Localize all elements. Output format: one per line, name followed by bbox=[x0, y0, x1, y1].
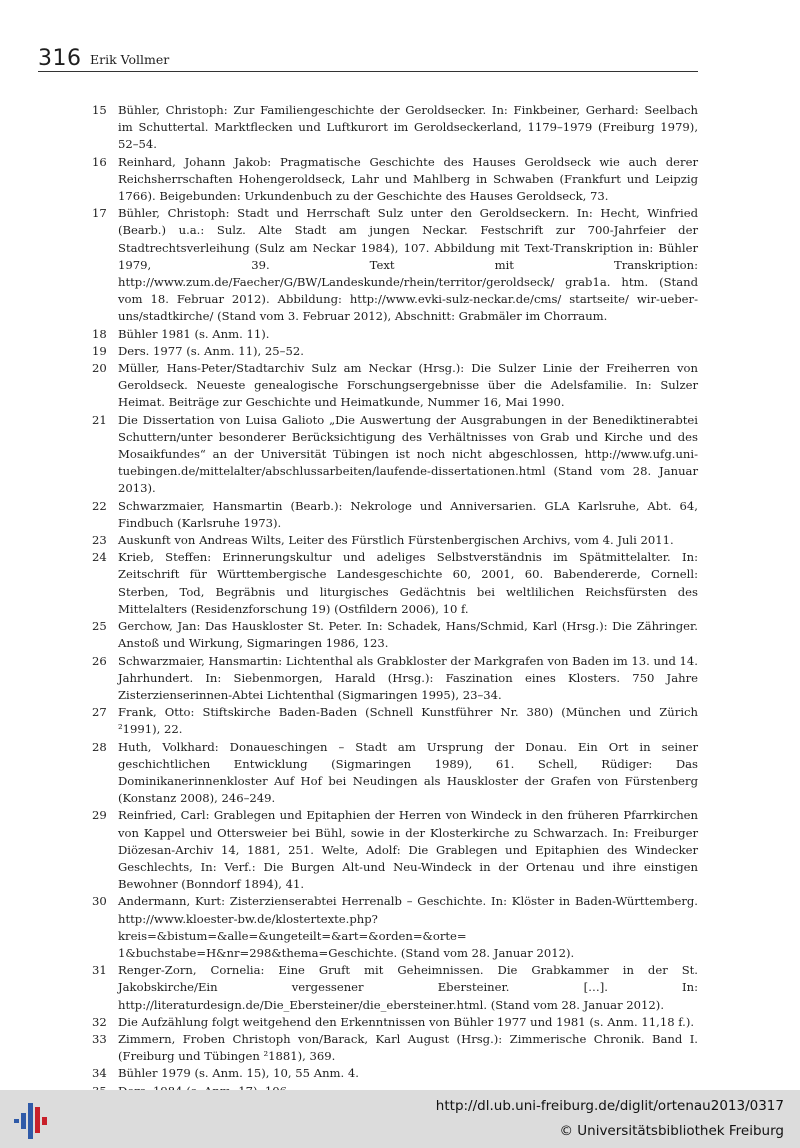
footnote-text: Bühler, Christoph: Stadt und Herrschaft Sulz unter den Geroldseckern. In: Hecht, Winfried (Bearb.) u.a.: Sulz. Alte Stadt am jungen Neckar. Festschrift zur 700-Jahrfeier der Stadtrechtsverleihung (Sulz am Neckar 1984), 107. Abbildung mit Text-Transkription in: Bühler 1979, 39. Text mit Transkription: http://www.zum.de/Faecher/G/BW/Landeskunde/rhein/territor/geroldseck/ grab1a. htm. (Stand vom 18. Februar 2012). Abbildung: http://www.evki-sulz-neckar.de/cms/ startseite/ wir-ueber-uns/stadtkirche/ (Stand vom 3. Februar 2012), Abschnitt: Grabmäler im Chorraum. bbox=[118, 206, 698, 324]
footnote-item bbox=[92, 326, 698, 343]
footnote-number: 18 bbox=[92, 326, 107, 341]
footnote-text: Die Aufzählung folgt weitgehend den Erkenntnissen von Bühler 1977 und 1981 (s. Anm. 11,18 f.). bbox=[118, 1014, 695, 1029]
copyright-text: © Universitätsbibliothek Freiburg bbox=[559, 1123, 784, 1139]
footnote-item bbox=[92, 1065, 698, 1082]
footnote-item bbox=[92, 549, 698, 618]
source-url-link[interactable]: http://dl.ub.uni-freiburg.de/diglit/ortenau2013/0317 bbox=[435, 1098, 784, 1114]
footnote-item bbox=[92, 102, 698, 154]
footnote-text: Gerchow, Jan: Das Hauskloster St. Peter. In: Schadek, Hans/Schmid, Karl (Hrsg.): Die Zähringer. Anstoß und Wirkung, Sigmaringen 1986, 123. bbox=[118, 619, 698, 651]
footnote-item bbox=[92, 618, 698, 652]
footnote-item bbox=[92, 412, 698, 498]
footnote-number: 31 bbox=[92, 963, 107, 978]
footnote-item bbox=[92, 962, 698, 1014]
footnote-text: Bühler 1979 (s. Anm. 15), 10, 55 Anm. 4. bbox=[118, 1066, 359, 1081]
footnote-text: Schwarzmaier, Hansmartin: Lichtenthal als Grabkloster der Markgrafen von Baden im 13. und 14. Jahrhundert. In: Siebenmorgen, Harald (Hrsg.): Faszination eines Klosters. 750 Jahre Zisterzienserinnen-Abtei Lichtenthal (Sigmaringen 1995), 23–34. bbox=[118, 653, 698, 702]
university-library-logo-icon bbox=[14, 1099, 54, 1141]
footnote-item bbox=[92, 205, 698, 325]
footnote-text: Schwarzmaier, Hansmartin (Bearb.): Nekrologe und Anniversarien. GLA Karlsruhe, Abt. 64, Findbuch (Karlsruhe 1973). bbox=[118, 498, 698, 530]
footnote-number: 17 bbox=[92, 206, 107, 221]
footnote-number: 28 bbox=[92, 739, 107, 754]
footnote-item bbox=[92, 1014, 698, 1031]
footnote-number: 25 bbox=[92, 619, 107, 634]
footnote-number: 22 bbox=[92, 498, 107, 513]
footnote-text: Huth, Volkhard: Donaueschingen – Stadt am Ursprung der Donau. Ein Ort in seiner geschichtlichen Entwicklung (Sigmaringen 1989), 61. Schell, Rüdiger: Das Dominikanerinnenkloster Auf Hof bei Neudingen als Hauskloster der Grafen von Fürstenberg (Konstanz 2008), 246–249. bbox=[118, 739, 698, 806]
footnote-number: 16 bbox=[92, 154, 107, 169]
footnotes-list bbox=[92, 102, 698, 1100]
footnote-item bbox=[92, 532, 698, 549]
footnote-number: 32 bbox=[92, 1014, 107, 1029]
footnote-item bbox=[92, 807, 698, 893]
footnote-text: Krieb, Steffen: Erinnerungskultur und adeliges Selbstverständnis im Spätmittelalter. In: Zeitschrift für Württembergische Landesgeschichte 60, 2001, 60. Babendererde, Cornell: Sterben, Tod, Begräbnis und liturgisches Gedächtnis bei weltlilichen Reichsfürsten des Mittelalters (Residenzforschung 19) (Ostfildern 2006), 10 f. bbox=[118, 550, 698, 616]
footnote-item bbox=[92, 360, 698, 412]
footnote-text: Müller, Hans-Peter/Stadtarchiv Sulz am Neckar (Hrsg.): Die Sulzer Linie der Freiherren von Geroldseck. Neueste genealogische Forschungsergebnisse über die Adelsfamilie. In: Sulzer Heimat. Beiträge zur Geschichte und Heimatkunde, Nummer 16, Mai 1990. bbox=[118, 361, 698, 410]
footnote-text: Zimmern, Froben Christoph von/Barack, Karl August (Hrsg.): Zimmerische Chronik. Band I. (Freiburg und Tübingen ²1881), 369. bbox=[118, 1031, 698, 1064]
footnote-text: Bühler, Christoph: Zur Familiengeschichte der Geroldsecker. In: Finkbeiner, Gerhard: Seelbach im Schuttertal. Marktflecken und Luftkurort im Geroldseckerland, 1179–1979 (Freiburg 1979), 52–54. bbox=[118, 103, 698, 152]
footer-bar bbox=[0, 1090, 800, 1148]
footnote-number: 23 bbox=[92, 533, 107, 548]
footnote-number: 34 bbox=[92, 1066, 107, 1081]
footnote-item bbox=[92, 498, 698, 532]
footnote-text: Auskunft von Andreas Wilts, Leiter des Fürstlich Fürstenbergischen Archivs, vom 4. Juli 2011. bbox=[118, 533, 674, 548]
footnote-text: Ders. 1977 (s. Anm. 11), 25–52. bbox=[118, 343, 304, 358]
footnote-number: 19 bbox=[92, 343, 107, 358]
footnote-item bbox=[92, 739, 698, 808]
footnote-number: 20 bbox=[92, 361, 107, 376]
footnote-text: Renger-Zorn, Cornelia: Eine Gruft mit Geheimnissen. Die Grabkammer in der St. Jakobskirche/Ein vergessener Ebersteiner. […]. In: http://literaturdesign.de/Die_Ebersteiner/die_ebersteiner.html. (Stand vom 28. Januar 2012). bbox=[118, 963, 698, 1012]
footnote-text: Die Dissertation von Luisa Galioto „Die Auswertung der Ausgrabungen in der Benediktinerabtei Schuttern/unter besonderer Berücksichtigung des Verhältnisses von Grab und Kirche und des Mosaikfundes“ an der Universität Tübingen ist noch nicht abgeschlossen, http://www.ufg.uni-tuebingen.de/mittelalter/abschlussarbeiten/laufende-dissertationen.html (Stand vom 28. Januar 2013). bbox=[118, 412, 698, 496]
page-header bbox=[38, 46, 698, 72]
footnote-text: Reinfried, Carl: Grablegen und Epitaphien der Herren von Windeck in den früheren Pfarrkirchen von Kappel und Ottersweier bei Bühl, sowie in der Klosterkirche zu Schwarzach. In: Freiburger Diözesan-Archiv 14, 1881, 251. Welte, Adolf: Die Grablegen und Epitaphien des Windecker Geschlechts, In: Verf.: Die Burgen Alt-und Neu-Windeck in der Ortenau und ihre einstigen Bewohner (Bonndorf 1894), 41. bbox=[118, 808, 698, 892]
footnote-item bbox=[92, 653, 698, 705]
footnote-number: 24 bbox=[92, 550, 107, 565]
footnote-item bbox=[92, 893, 698, 962]
footnote-number: 26 bbox=[92, 653, 107, 668]
header-divider bbox=[38, 71, 698, 72]
page-number: 316 bbox=[38, 46, 82, 71]
footnote-item bbox=[92, 704, 698, 738]
footnote-number: 27 bbox=[92, 705, 107, 720]
footnote-number: 15 bbox=[92, 103, 107, 117]
footnote-item bbox=[92, 154, 698, 206]
footnote-item bbox=[92, 1031, 698, 1065]
footnote-number: 30 bbox=[92, 894, 107, 909]
footnote-item bbox=[92, 343, 698, 360]
running-head-author: Erik Vollmer bbox=[90, 52, 170, 67]
footnote-number: 33 bbox=[92, 1031, 107, 1046]
footnote-number: 29 bbox=[92, 808, 107, 823]
footnote-text: Bühler 1981 (s. Anm. 11). bbox=[118, 326, 270, 341]
footnote-number: 21 bbox=[92, 412, 107, 427]
footnote-text: Frank, Otto: Stiftskirche Baden-Baden (Schnell Kunstführer Nr. 380) (München und Zürich ²1991), 22. bbox=[118, 705, 698, 737]
footnote-text: Reinhard, Johann Jakob: Pragmatische Geschichte des Hauses Geroldseck wie auch derer Reichsherrschaften Hohengeroldseck, Lahr und Mahlberg in Schwaben (Frankfurt und Leipzig 1766). Beigebunden: Urkundenbuch zu der Geschichte des Hauses Geroldseck, 73. bbox=[118, 154, 698, 204]
footnote-text: Andermann, Kurt: Zisterzienserabtei Herrenalb – Geschichte. In: Klöster in Baden-Württemberg. http://www.kloester-bw.de/klostertexte.php?kreis=&bistum=&alle=&ungeteilt=&art=&orden=&orte= 1&buchstabe=H&nr=298&thema=Geschichte. (Stand vom 28. Januar 2012). bbox=[118, 894, 698, 960]
